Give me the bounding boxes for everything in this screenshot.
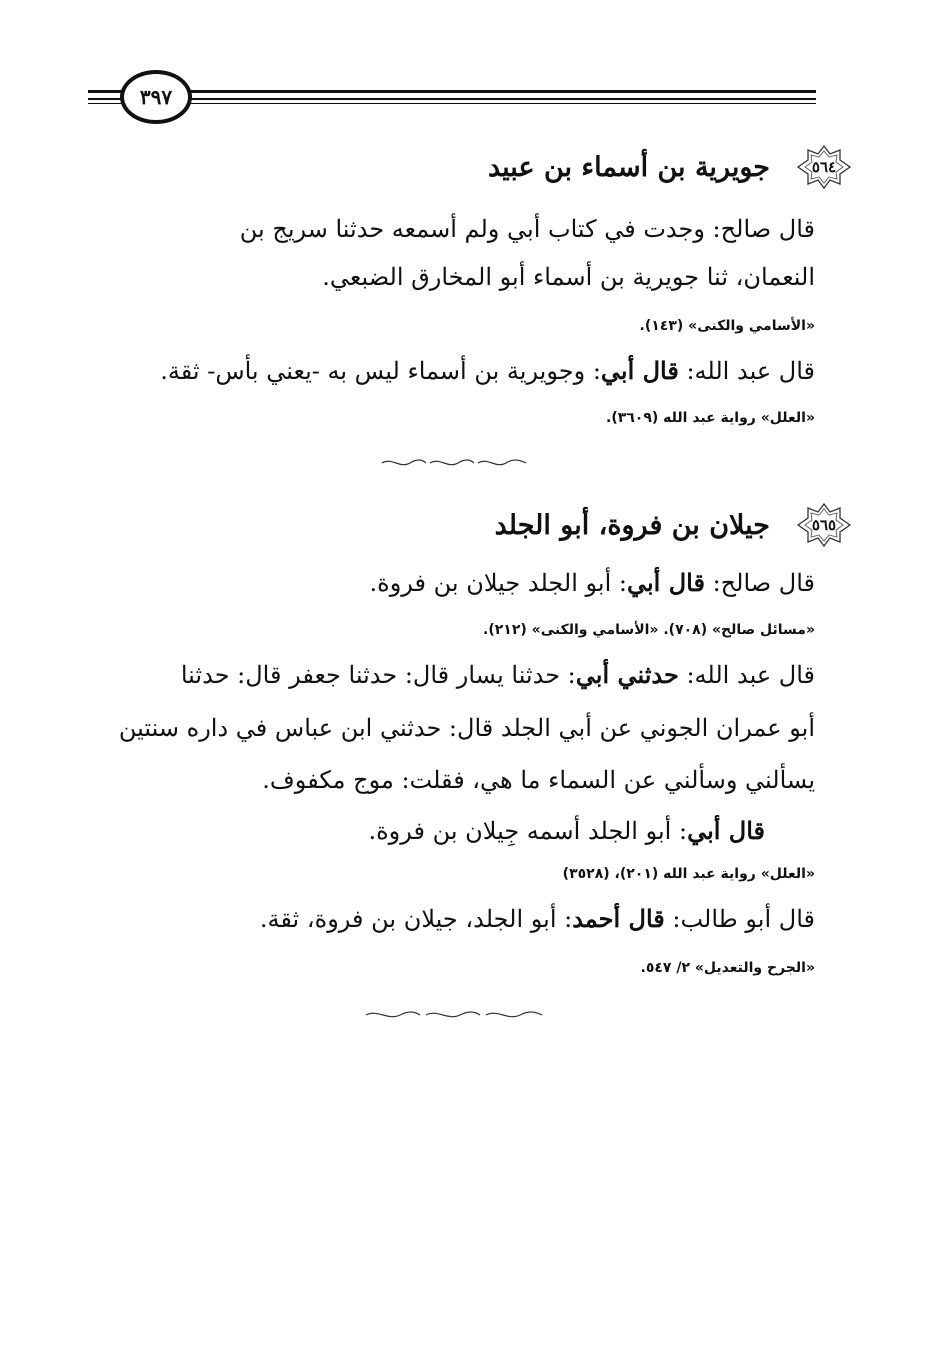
reference-note: «مسائل صالح» (٧٠٨). «الأسامي والكنى» (٢١٢).	[483, 622, 815, 638]
paragraph-line	[115, 654, 815, 696]
text-run: : حدثنا يسار قال: حدثنا جعفر قال: حدثنا	[180, 661, 576, 689]
paragraph-line	[115, 562, 815, 604]
text-run: : أبو الجلد أسمه جِيلان بن فروة.	[368, 817, 688, 845]
text-run: : أبو الجلد، جيلان بن فروة، ثقة.	[259, 905, 573, 933]
header-rule	[88, 90, 816, 93]
divider-ornament-icon	[362, 1008, 546, 1022]
entry-heading	[488, 142, 852, 192]
reference-note: «الأسامي والكنى» (١٤٣).	[639, 318, 815, 334]
page-header	[88, 68, 816, 128]
paragraph-line: يسألني وسألني عن السماء ما هي، فقلت: موج مكفوف.	[262, 766, 815, 794]
bold-text: قال أبي	[627, 568, 705, 597]
divider-ornament-icon	[378, 456, 530, 470]
reference-note: «الجرح والتعديل» ٢/ ٥٤٧.	[640, 960, 815, 976]
paragraph-line: النعمان، ثنا جويرية بن أسماء أبو المخارق الضبعي.	[322, 263, 815, 291]
header-rule	[88, 98, 816, 100]
header-rule	[88, 103, 816, 104]
text-run: قال أبو طالب:	[664, 905, 815, 933]
entry-heading	[495, 500, 852, 550]
text-run: : وجويرية بن أسماء ليس به -يعني بأس- ثقة.	[160, 357, 601, 385]
text-run: قال عبد الله:	[678, 357, 815, 385]
text-run: قال صالح:	[704, 569, 815, 597]
reference-note: «العلل» رواية عبد الله (٢٠١)، (٣٥٢٨)	[562, 866, 815, 882]
text-run: : أبو الجلد جيلان بن فروة.	[369, 569, 627, 597]
bold-text: قال أبي	[687, 816, 765, 845]
paragraph-line	[65, 810, 765, 852]
entry-number: ٥٦٥	[811, 516, 837, 534]
paragraph-line: قال صالح: وجدت في كتاب أبي ولم أسمعه حدثنا سريج بن	[239, 215, 815, 243]
entry-number-medallion	[796, 144, 852, 190]
paragraph-line	[115, 350, 815, 392]
page-number: ٣٩٧	[120, 70, 192, 124]
bold-text: قال أحمد	[572, 904, 665, 933]
text-run: قال عبد الله:	[678, 661, 815, 689]
bold-text: حدثني أبي	[575, 660, 679, 689]
paragraph-line	[115, 898, 815, 940]
entry-title: جويرية بن أسماء بن عبيد	[487, 151, 770, 183]
paragraph-line: أبو عمران الجوني عن أبي الجلد قال: حدثني ابن عباس في داره سنتين	[118, 714, 815, 742]
bold-text: قال أبي	[600, 356, 679, 385]
entry-number: ٥٦٤	[811, 158, 837, 176]
entry-number-medallion	[796, 502, 852, 548]
reference-note: «العلل» رواية عبد الله (٣٦٠٩).	[606, 410, 815, 426]
entry-title: جيلان بن فروة، أبو الجلد	[494, 509, 770, 541]
